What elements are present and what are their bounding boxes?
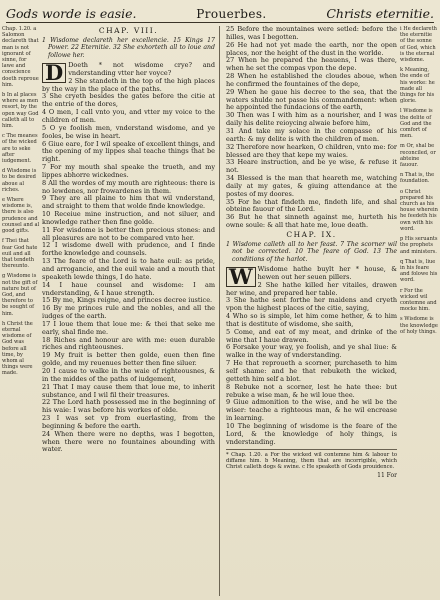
verse: 12 I wisdome dwell with prudence, and I finde forthe knowledge and counsels. [42, 241, 215, 258]
verse: 21 That I may cause them that loue me, to inherit substance, and I wil fil their treasures. [42, 382, 215, 399]
margin-note: k Meaning, the ende of his worke: he made all things for his glorie. [400, 67, 435, 105]
column-right [223, 26, 397, 596]
verse: 3 She hathe sent forthe her maidens and cryeth vpon the highest places of the citie, saying, [226, 296, 397, 313]
margin-note: i He declareth the eternitie of the sonne of God, which is the eternal wisdome. [400, 26, 437, 64]
verse: 23 I was set vp from euerlasting, from the beginning & before the earth. [42, 414, 215, 430]
verse: 13 The feare of the Lord is to hate euil: as pride, and arrogancie, and the euil waie and a mouth that speaketh lewde things, I do hate. [42, 257, 215, 281]
verse: 5 O ye foolish men, vnderstand wisdome, and ye fooles, be wise in heart. [42, 123, 215, 140]
verse: 20 I cause to walke in the waie of righteousnes, & in the middes of the paths of iudgement, [42, 366, 215, 383]
verse: 3 She cryeth besides the gates before the citie at the entrie of the dores, [42, 92, 215, 109]
verse: 10 Receiue mine instruction, and not siluer, and knowledge rather then fine golde. [42, 210, 215, 226]
chapter-8-title: CHAP. VIII. [98, 26, 159, 35]
verse: 6 Forsake your way, ye foolish, and ye shal liue: & walke in the way of vnderstanding. [226, 343, 397, 360]
verse: 16 By me princes rule and the nobles, and all the iudges of the earth. [42, 304, 215, 321]
verse: 2 She standeth in the top of the high places by the way in the place of the paths. [42, 76, 215, 93]
chapter-9-verses [226, 266, 397, 446]
catchword: 11 For [377, 472, 397, 480]
verse: 17 I loue them that loue me: & thei that seke me early, shal finde me. [42, 319, 215, 336]
verse: 22 The Lord hath possessed me in the beginning of his waie: I was before his workes of olde. [42, 398, 215, 415]
verse: Wisdome hathe buylt her * house, & hewen out her seuen pillers. [257, 265, 397, 281]
verse: 7 He that reproueth a scorner, purchaseth to him self shame: and he that rebuketh the wicked, getteth him self a blot. [226, 359, 397, 383]
verse: 26 He had not yet made the earth, nor the open places, nor the height of the dust in the worlde. [226, 40, 397, 57]
left-margin-notes [2, 26, 40, 596]
verse: 8 All the wordes of my mouth are righteous: there is no lewdenes, nor frowardenes in them. [42, 178, 215, 195]
chapter-9-title: CHAP. IX. [286, 229, 337, 239]
verse: Doeth * not wisdome crye? and vnderstanding vtter her voyce? [68, 61, 215, 77]
running-head [6, 3, 434, 23]
margin-note: l Wisdome is the delite of God and the comfort of men. [400, 108, 433, 140]
drop-cap: W [226, 267, 256, 287]
verse: 4 O men, I call vnto you, and vtter my voice to the children of men. [42, 108, 215, 124]
margin-note: r For the wicked wil contemne and mocke him. [400, 287, 437, 313]
verse: 14 I haue counsel and wisdome: I am vnderstanding, & I haue strength. [42, 280, 215, 297]
verse: 25 Before the mountaines were setled: before the hilles, was I begotten. [226, 26, 397, 41]
verse: 7 For my mouth shal speake the trueth, and my lippes abhorre wickednes. [42, 163, 215, 179]
verse: 30 Then was I with him as a nourisher, and I was daily his delite reioycing alwaie before him, [226, 111, 397, 128]
verse: 27 When he prepared the heauens, I was there, when he set the compas vpon the depe. [226, 56, 397, 73]
margin-note: e Where wisdome is, there is also prudence and counsel and al good gifts. [2, 197, 40, 235]
margin-note: o Christ prepared his church as his house wherein he feedeth his own with his word. [400, 188, 438, 232]
margin-note: n That is, the foundation. [400, 172, 435, 185]
right-margin-notes [400, 26, 438, 596]
verse: 33 Heare instruction, and be ye wise, & refuse it not. [226, 158, 397, 175]
verse: 24 When there were no depths, was I begotten, when there were no fountaines abounding with water. [42, 429, 215, 454]
chapter-8-continued [226, 26, 397, 230]
header-right: Christs eternitie. [326, 6, 434, 21]
margin-note: h Christ the eternal wisdome of God was before all time, by whom al things were made. [2, 320, 33, 377]
verse: 8 Rebuke not a scorner, lest he hate thee: but rebuke a wise man, & he wil loue thee. [226, 382, 397, 399]
footnote: * Chap. 1.20. a For the wicked wil contemne him & labour to diffame him. b Meaning, them that are incorrigible, which Christ calleth dogs & swine. c He speaketh of Gods prouidence. [226, 449, 397, 470]
header-center: Prouerbes. [196, 7, 267, 21]
chapter-9-argument: 1 Wisdome calleth all to her feast. 7 The scorner wil not be corrected. 10 The feare of God. 13 The conditions of the harlot. [226, 240, 397, 263]
chapter-8-verses [42, 62, 215, 454]
margin-note: p His seruants the prophets and ministers. [400, 236, 438, 255]
verse: 29 When he gaue his decree to the sea, that the waters shulde not passe his commandement: when he appointed the fundacions of the earth, [226, 87, 397, 112]
column-left [42, 26, 220, 596]
drop-cap: D [42, 63, 66, 83]
margin-note: g Wisdome is not the gift of nature but of God, and therefore to be sought of him. [2, 273, 38, 317]
verse: 31 And take my solace in the compasse of his earth: & my delite is with the children of men. [226, 126, 397, 143]
margin-note: Chap. 1.20. a Salomon declareth that man is not ignorant of sinne, for lawe and conscience doeth reproue him. [2, 26, 39, 88]
margin-note: s Wisdome is the knowledge of holy things. [400, 316, 438, 335]
verse: 2 She hathe killed her vitailes, drawen her wine, and prepared her table. [226, 280, 397, 297]
verse: 10 The beginning of wisdome is the feare of the Lord, & the knowledge of holy things, is vnderstanding. [226, 421, 397, 446]
verse: 18 Riches and honour are with me: euen durable riches and righteousnes. [42, 335, 215, 352]
verse: 6 Giue eare, for I wil speake of excellent things, and the opening of my lippes shal teache things that be right. [42, 139, 215, 164]
header-left: Gods worde is easie. [6, 6, 137, 21]
chapter-8-argument: 1 Wisdome declareth her excellencie. 15 Kings 17 Power. 22 Eternitie. 32 She exhorteth all to loue and followe her. [42, 36, 215, 59]
verse: 15 By me, Kings reigne, and princes decree iustice. [42, 296, 213, 305]
verse: 35 For he that findeth me, findeth life, and shal obteine fauour of the Lord. [226, 197, 397, 214]
verse: 32 Therefore now hearken, O children, vnto me: for blessed are they that kepe my waies. [226, 142, 397, 159]
margin-note: d Wisdome is to be desired aboue al riches. [2, 168, 37, 193]
verse: 9 Giue admonition to the wise, and he wil be the wiser: teache a righteous man, & he wil encrease in learning. [226, 398, 397, 423]
verse: 5 Come, and eat of my meat, and drinke of the wine that I haue drawen. [226, 327, 397, 344]
margin-note: c The meanes of the wicked are to seke after iudgement. [2, 133, 38, 165]
verse: 28 When he established the cloudes aboue, when he confirmed the fountaines of the depe, [226, 72, 397, 88]
verse: 11 For wisdome is better then precious stones: and all pleasures are not to be compared vnto her. [42, 225, 215, 242]
verse: 36 But he that sinneth against me, hurteth his owne soule: & all that hate me, loue death. [226, 213, 397, 230]
verse: 4 Who so is simple, let him come hether, & to him that is destitute of wisdome, she saith, [226, 312, 397, 328]
verse: 9 They are all plaine to him that wil vnderstand, and straight to them that wolde finde knowledge. [42, 194, 215, 211]
margin-note: m Or, shal be reconciled, or abteine fauour. [400, 143, 436, 169]
verse: 19 My fruit is better then golde, euen then fine golde, and my reuenues better then fine siluer. [42, 351, 215, 368]
margin-note: f Thei that fear God hate euil and all that tendeth thereunto. [2, 238, 38, 270]
margin-note: b In al places where as men resort, by the open way God calleth all to him. [2, 92, 39, 130]
verse: 34 Blessed is the man that heareth me, watching daily at my gates, & giuing attendance at the postes of my doores. [226, 174, 397, 198]
margin-note: q That is, liue in his feare and folowe his word. [400, 258, 438, 284]
